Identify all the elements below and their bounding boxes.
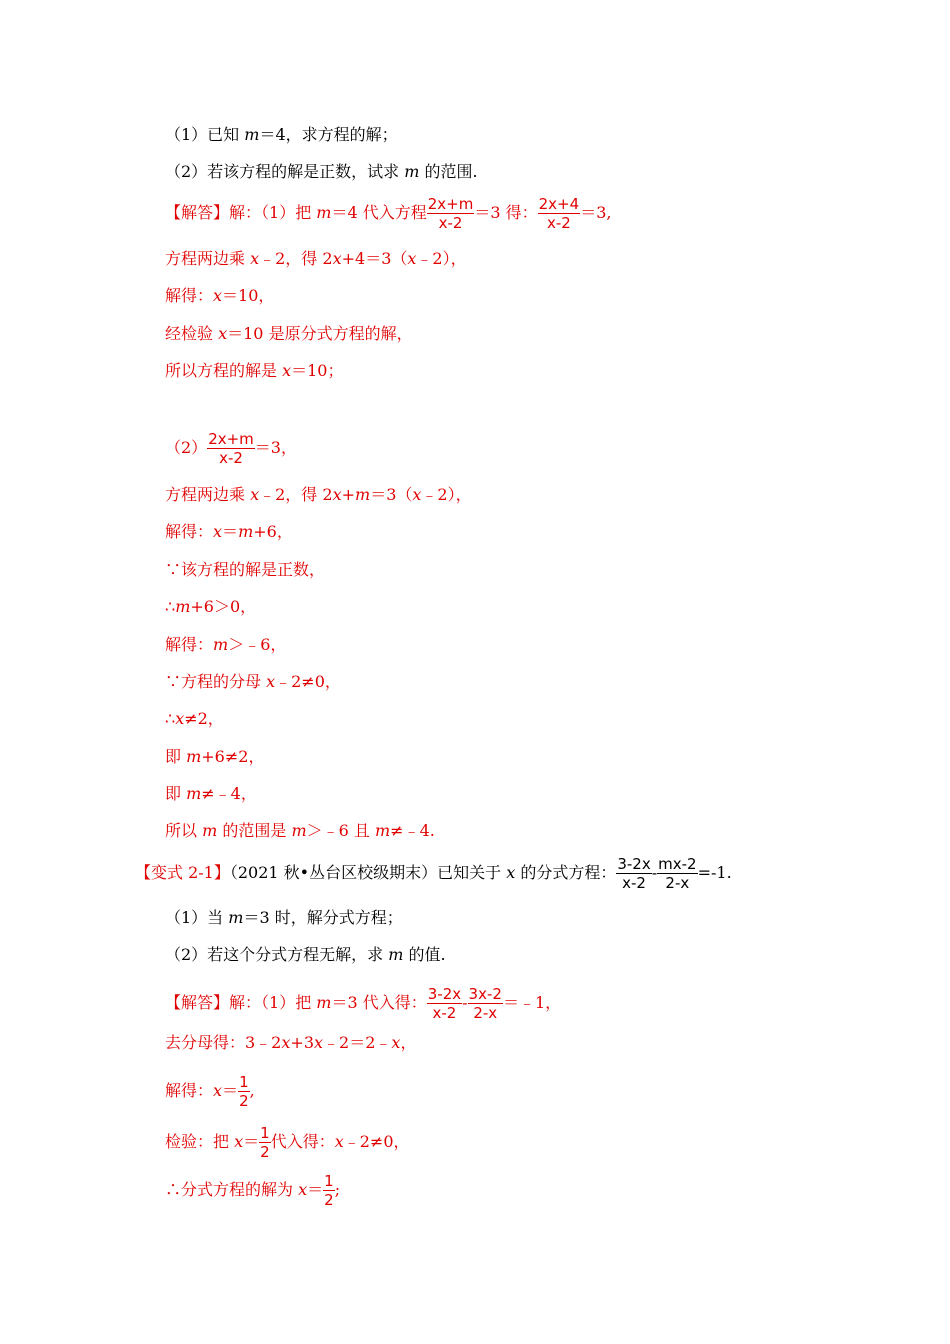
fraction: $\frac{3-2x}{x-2}$ [617,855,651,892]
variant-question: 【变式 2-1】（2021 秋•丛台区校级期末）已知关于 x 的分式方程： $\frac{3-2x}{x-2}$ - $\frac{mx-2}{2-x}$ =-1. [135,855,732,892]
answer-tag: 【解答】 [165,993,230,1012]
fraction: $\frac{2x+m}{x-2}$ [208,430,254,467]
part2-line-11: 所以 m 的范围是 m＞﹣6 且 m≠﹣4. [165,821,435,840]
fraction: $\frac{1}{2}$ [260,1124,270,1161]
answer-tag: 【解答】 [165,203,230,222]
part2-line-10: 即 m≠﹣4， [165,784,257,803]
variant-part-2: （2）若这个分式方程无解，求 m 的值. [165,945,446,964]
part2-line-1: （2） $\frac{2x+m}{x-2}$ ＝3， [165,430,297,467]
variant-answer-3: 解得：x＝ $\frac{1}{2}$ , [165,1073,255,1110]
part2-line-2: 方程两边乘 x﹣2，得 2x+m＝3（x﹣2）， [165,485,472,504]
answer-line-1: 【解答】解：（1）把 m＝4 代入方程 $\frac{2x+m}{x-2}$ ＝3 得： $\frac{2x+4}{x-2}$ ＝3, [165,195,612,232]
fraction: $\frac{2x+4}{x-2}$ [538,195,580,232]
question-2: （2）若该方程的解是正数，试求 m 的范围. [165,162,478,181]
fraction: $\frac{1}{2}$ [239,1073,249,1110]
answer-line-5: 所以方程的解是 x＝10； [165,361,344,380]
variant-answer-1: 【解答】解：（1）把 m＝3 代入得： $\frac{3-2x}{x-2}$ - $\frac{3x-2}{2-x}$ ＝﹣1， [165,985,562,1022]
part2-line-9: 即 m+6≠2， [165,747,265,766]
answer-line-4: 经检验 x＝10 是原分式方程的解， [165,324,413,343]
variant-part-1: （1）当 m＝3 时，解分式方程； [165,908,403,927]
question-1: （1）已知 m＝4，求方程的解； [165,125,398,144]
answer-line-3: 解得：x＝10， [165,286,275,305]
fraction: $\frac{3-2x}{x-2}$ [427,985,462,1022]
part2-line-7: ∵方程的分母 x﹣2≠0， [165,672,341,691]
fraction: $\frac{1}{2}$ [324,1172,334,1209]
part2-line-8: ∴x≠2， [165,709,224,728]
answer-line-2: 方程两边乘 x﹣2，得 2x+4＝3（x﹣2）， [165,249,467,268]
fraction: $\frac{2x+m}{x-2}$ [427,195,474,232]
part2-line-5: ∴m+6＞0， [165,597,257,616]
variant-answer-2: 去分母得：3﹣2x+3x﹣2＝2﹣x， [165,1033,417,1052]
variant-answer-4: 检验：把 x＝ $\frac{1}{2}$ 代入得：x﹣2≠0， [165,1124,410,1161]
part2-line-3: 解得：x＝m+6， [165,522,293,541]
part2-line-4: ∵该方程的解是正数， [165,560,326,579]
fraction: $\frac{mx-2}{2-x}$ [658,855,697,892]
variant-answer-5: ∴分式方程的解为 x＝ $\frac{1}{2}$ ; [165,1172,341,1209]
variant-tag: 【变式 2-1】 [135,863,230,882]
fraction: $\frac{3x-2}{2-x}$ [468,985,502,1022]
part2-line-6: 解得：m＞﹣6， [165,635,287,654]
